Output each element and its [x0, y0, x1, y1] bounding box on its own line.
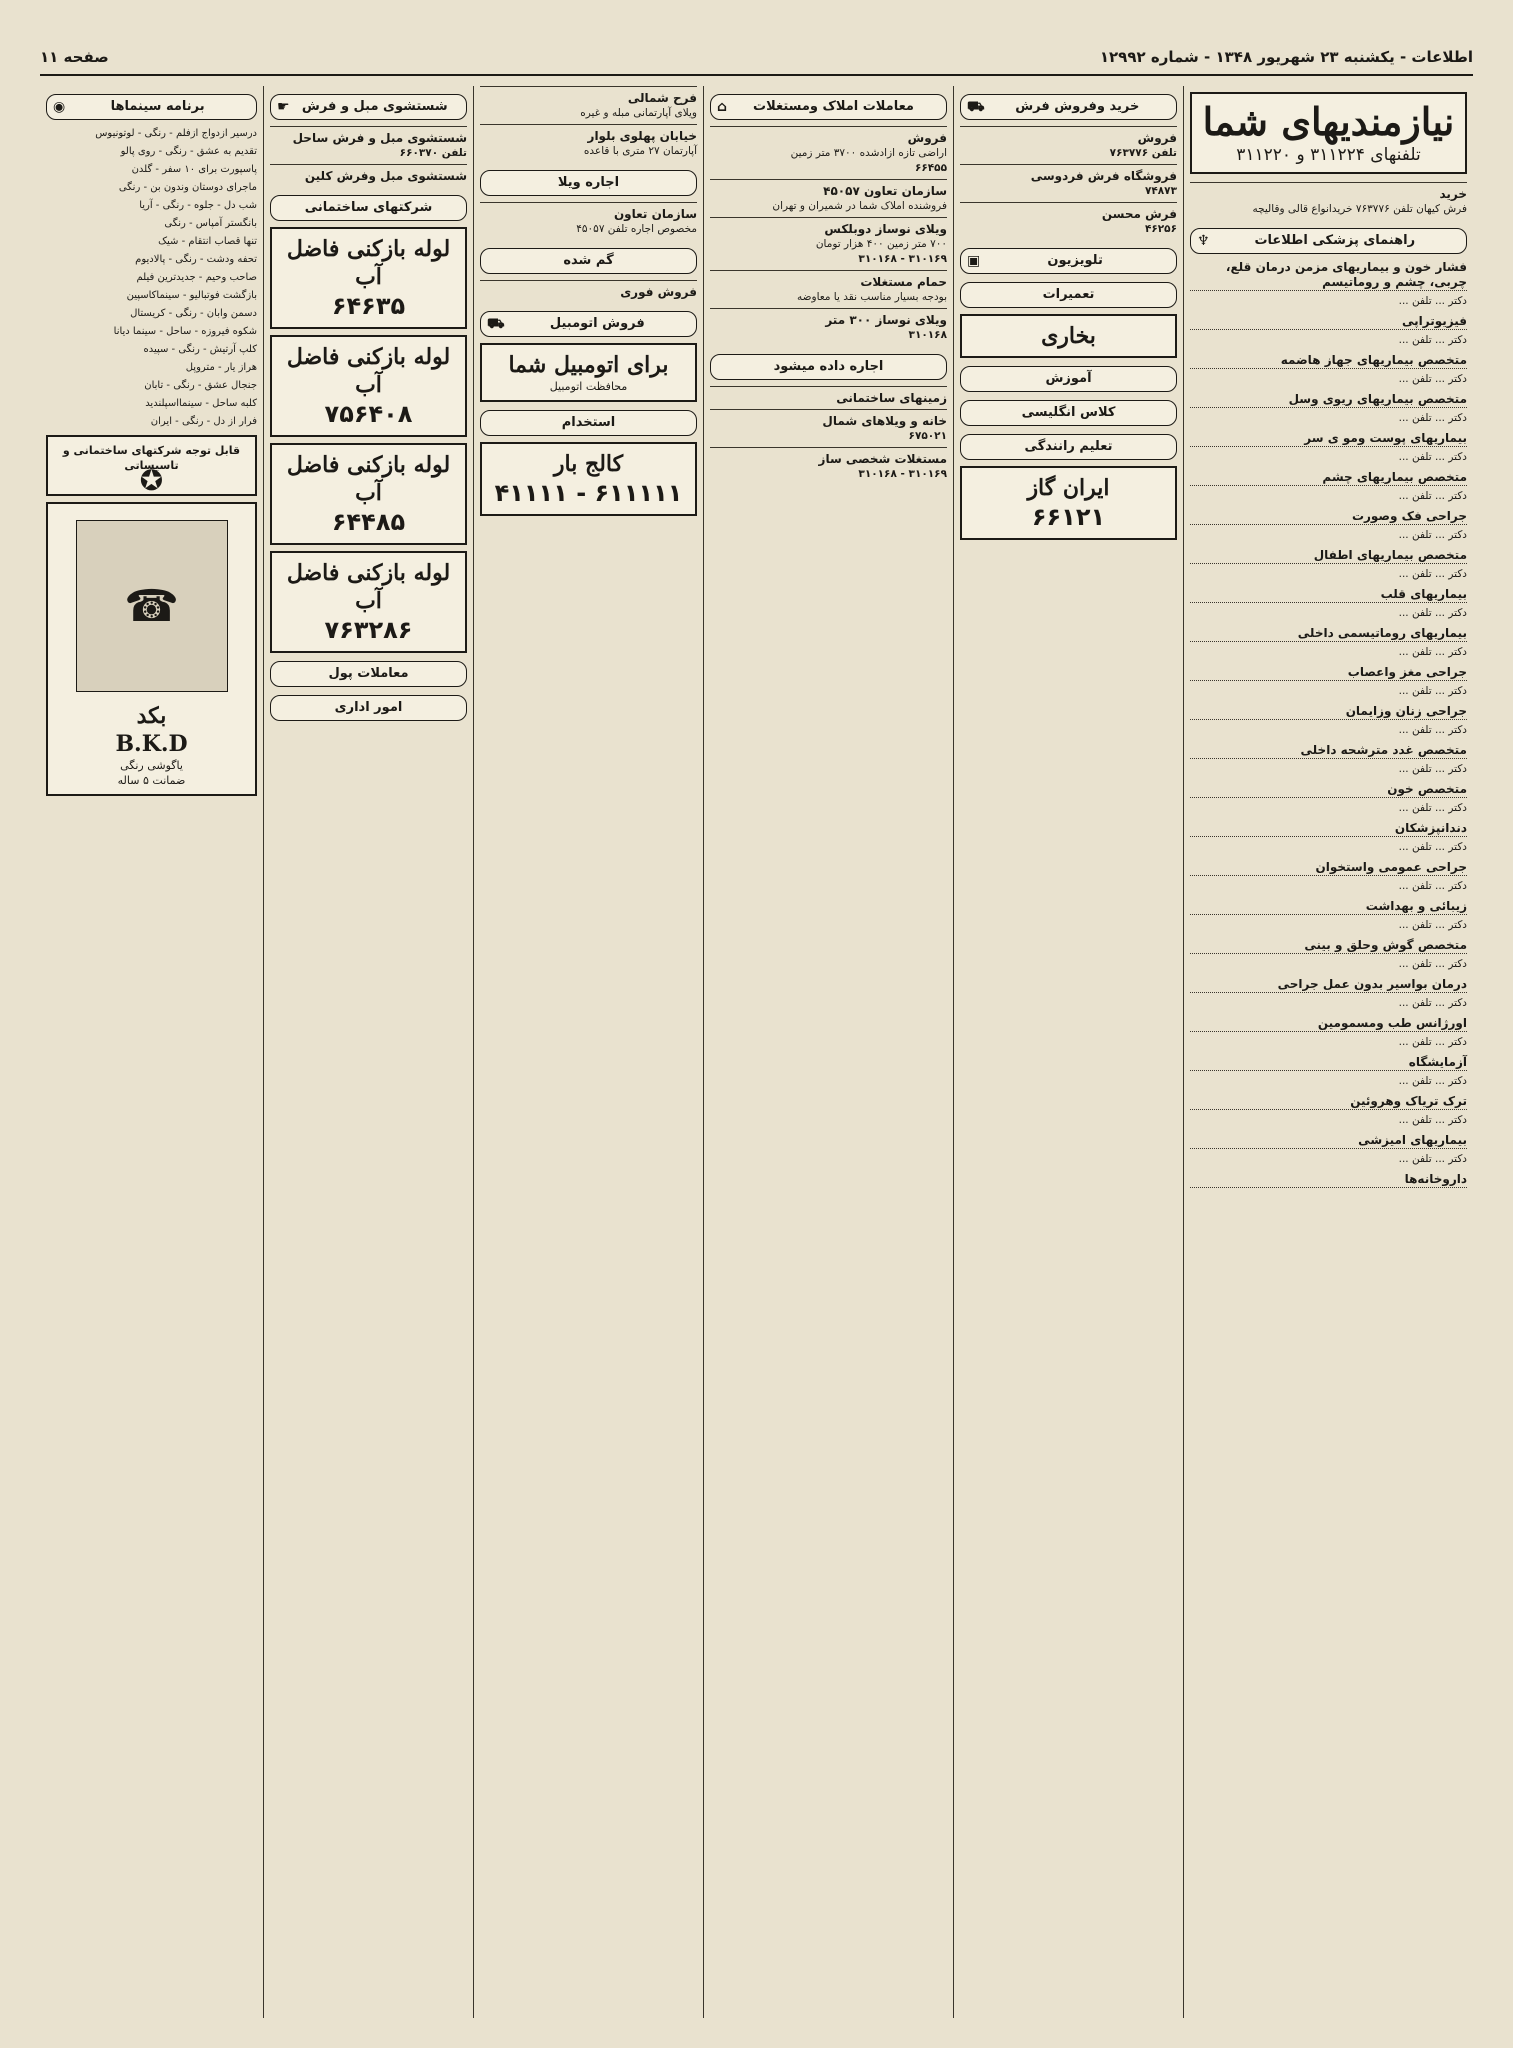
ad-carpet-1: فروش تلفن ۷۶۳۷۷۶	[960, 126, 1177, 164]
list-item: متخصص بیماریهای جهاز هاضمه	[1190, 353, 1467, 369]
cinema-entry: تحفه ودشت - رنگی - پالادیوم	[135, 254, 257, 265]
column-villas-autos	[473, 86, 703, 2018]
section-repairs: تعمیرات	[960, 282, 1177, 308]
column-carpet-tv	[953, 86, 1183, 2018]
cinema-entry: تنها قصاب انتقام - شیک	[158, 236, 257, 247]
projector-icon: ◉	[53, 99, 66, 115]
column-medical	[1183, 86, 1473, 2018]
ad-realestate-8: مستغلات شخصی ساز ۳۱۰۱۶۸ - ۳۱۰۱۶۹	[710, 447, 947, 485]
boxad-heater: بخاری	[960, 314, 1177, 358]
column-cinema	[40, 86, 263, 2018]
ad-realestate-4: حمام مستغلات بودجه بسیار مناسب نقد یا معاوضه	[710, 270, 947, 308]
ad-realestate-1: فروش اراضی تازه ازادشده ۳۷۰۰ متر زمین ۶۶۴۵۵	[710, 126, 947, 179]
section-realestate: ⌂ معاملات املاک ومستغلات	[710, 94, 947, 120]
page-number: صفحه ۱۱	[40, 48, 109, 66]
section-auto: ⛟ فروش اتومبیل	[480, 311, 697, 337]
boxad-plumbing-3: لوله بازکنی فاضل آب ۶۴۴۸۵	[270, 443, 467, 545]
list-item: فشار خون و بیماریهای مزمن درمان قلع، چربی، چشم و روماتیسم	[1190, 260, 1467, 291]
list-item: آزمایشگاه	[1190, 1055, 1467, 1071]
cinema-entry: درسیر ازدواج ازفلم - رنگی - لوتونیوس	[95, 128, 257, 139]
boxad-notice: قابل توجه شرکتهای ساختمانی و تاسیساتی ✪	[46, 435, 257, 496]
page-header	[40, 40, 1473, 76]
cinema-entry: جنجال عشق - رنگی - تابان	[144, 380, 257, 391]
phone-icon: ☎	[76, 520, 228, 692]
ad-title: خرید	[1439, 187, 1467, 201]
cinema-entry: ماجرای دوستان وندون بن - رنگی	[118, 182, 257, 193]
medical-list: فشار خون و بیماریهای مزمن درمان قلع، چربی، چشم و روماتیسم دکتر ... تلفن ... فیزیوتراپی دکتر ... تلفن ... متخصص بیماریهای جهاز هاضمه دکتر ... تلفن ... متخصص بیماریهای ریوی وسل دکتر ... تلفن ... بیماریهای پوست ومو ی سر دکتر ... تلفن ... متخصص بیماریهای چشم دکتر ... تلفن ... جراحی فک وصورت دکتر ... تلفن ... متخصص بیماریهای اطفال دکتر ... تلفن ... بیماریهای قلب دکتر ... تلفن ... بیماریهای روماتیسمی داخلی دکتر ... تلفن ... جراحی مغز واعصاب دکتر ... تلفن ... جراحی زنان وزایمان دکتر ... تلفن ... متخصص غدد مترشحه داخلی دکتر ... تلفن ... متخصص خون دکتر ... تلفن ... دندانپزشکان دکتر ... تلفن ... جراحی عمومی واستخوان دکتر ... تلفن ... زیبائی و بهداشت دکتر ... تلفن ... متخصص گوش وحلق و بینی دکتر ... تلفن ... درمان بواسیر بدون عمل جراحی دکتر ... تلفن ... اورژانس طب ومسمومین دکتر ... تلفن ... آزمایشگاه دکتر ... تلفن ... ترک تریاک وهروئین دکتر ... تلفن ... بیماریهای امیزشی دکتر ... تلفن ... داروخانه‌ها	[1190, 260, 1467, 1188]
ad-text: فرش کیهان تلفن ۷۶۳۷۷۶ خریدانواع قالی وقالیچه	[1252, 203, 1467, 215]
ad-urgent-sale: فروش فوری	[480, 280, 697, 303]
list-item: دندانپزشکان	[1190, 821, 1467, 837]
section-office: امور اداری	[270, 695, 467, 721]
cinema-entry: بانگستر آمپاس - رنگی	[164, 218, 257, 229]
ad-realestate-3: ویلای نوساز دوبلکس ۷۰۰ متر زمین ۴۰۰ هزار تومان ۳۱۰۱۶۸ - ۳۱۰۱۶۹	[710, 217, 947, 270]
boxad-college: کالج بار ۶۱۱۱۱۱ - ۴۱۱۱۱	[480, 442, 697, 516]
cinema-entry: صاحب وحیم - جدیدترین فیلم	[136, 272, 257, 283]
cinema-entry: شکوه فیروزه - ساحل - سینما دیانا	[113, 326, 257, 337]
column-services	[263, 86, 473, 2018]
cinema-entry: دسمن وابان - رنگی - کریستال	[130, 308, 257, 319]
section-rentals: اجاره ویلا	[480, 170, 697, 196]
ad-carpet-3: فرش محسن ۴۶۲۵۶	[960, 202, 1177, 240]
section-carpet: ⛟ خرید وفروش فرش	[960, 94, 1177, 120]
list-item: متخصص بیماریهای ریوی وسل	[1190, 392, 1467, 408]
list-item: بیماریهای پوست ومو ی سر	[1190, 431, 1467, 447]
boxad-irangas: ایران گاز ۶۶۱۲۱	[960, 466, 1177, 540]
section-english: کلاس انگلیسی	[960, 400, 1177, 426]
emblem-icon: ✪	[139, 464, 164, 497]
ad-carpet-2: فروشگاه فرش فردوسی ۷۴۸۷۳	[960, 164, 1177, 202]
list-item: بیماریهای قلب	[1190, 587, 1467, 603]
car-icon: ⛟	[487, 316, 505, 332]
list-item: فیزیوتراپی	[1190, 314, 1467, 330]
list-item: جراحی مغز واعصاب	[1190, 665, 1467, 681]
cinema-entry: کلپ آرتیش - رنگی - سپیده	[143, 344, 257, 355]
section-medical-guide: ♆ راهنمای پزشکی اطلاعات	[1190, 228, 1467, 254]
list-item: درمان بواسیر بدون عمل جراحی	[1190, 977, 1467, 993]
boxad-plumbing-2: لوله بازکنی فاضل آب ۷۵۶۴۰۸	[270, 335, 467, 437]
ad-realestate-5: ویلای نوساز ۳۰۰ متر ۳۱۰۱۶۸	[710, 308, 947, 346]
hand-icon: ☛	[277, 99, 290, 115]
cinema-entry: بازگشت فوتبالیو - سینماکاسپین	[126, 290, 257, 301]
banner-title: نیازمندیهای شما	[1202, 99, 1455, 144]
ad-wash-1: شستشوی مبل و فرش ساحل تلفن ۶۶۰۳۷۰	[270, 126, 467, 164]
ad-buy	[1190, 182, 1467, 220]
cinema-entry: پاسپورت برای ۱۰ سفر - گلدن	[131, 164, 257, 175]
car-icon: ⛟	[967, 99, 985, 115]
section-hire: استخدام	[480, 410, 697, 436]
list-item: جراحی زنان وزایمان	[1190, 704, 1467, 720]
section-tv: ▣ تلویزیون	[960, 248, 1177, 274]
boxad-auto-protection: برای اتومبیل شما محافظت اتومبیل	[480, 343, 697, 402]
ad-realestate-7: خانه و ویلاهای شمال ۶۷۵۰۲۱	[710, 409, 947, 447]
cinema-entry: هراز یار - متروپل	[185, 362, 257, 373]
cinema-entry: فرار از دل - رنگی - ایران	[150, 416, 257, 427]
list-item: متخصص غدد مترشحه داخلی	[1190, 743, 1467, 759]
ad-wash-2: شستشوی مبل وفرش کلین	[270, 164, 467, 187]
cinema-entry: تقدیم به عشق - رنگی - روی پالو	[120, 146, 257, 157]
boxad-bkd: ☎ بکد B.K.D یاگوشی رنگی ضمانت ۵ ساله	[46, 502, 257, 796]
list-item: ترک تریاک وهروئین	[1190, 1094, 1467, 1110]
trophy-icon: ♆	[1197, 233, 1210, 249]
list-item: بیماریهای روماتیسمی داخلی	[1190, 626, 1467, 642]
section-lost: گم شده	[480, 248, 697, 274]
classifieds-banner	[1190, 92, 1467, 174]
cinema-entry: کلبه ساحل - سینمااسپلندید	[145, 398, 257, 409]
list-item: متخصص بیماریهای اطفال	[1190, 548, 1467, 564]
ad-coop: سازمان تعاون مخصوص اجاره تلفن ۴۵۰۵۷	[480, 202, 697, 240]
section-companies: شرکتهای ساختمانی	[270, 195, 467, 221]
list-item: متخصص خون	[1190, 782, 1467, 798]
column-realestate	[703, 86, 953, 2018]
ad-villa-2: خیابان پهلوی بلوار آپارتمان ۲۷ متری با قاعده	[480, 124, 697, 162]
list-item: جراحی عمومی واستخوان	[1190, 860, 1467, 876]
boxad-plumbing-4: لوله بازکنی فاضل آب ۷۶۳۲۸۶	[270, 551, 467, 653]
tv-icon: ▣	[967, 253, 981, 269]
list-item: زیبائی و بهداشت	[1190, 899, 1467, 915]
section-carpetwash: ☛ شستشوی مبل و فرش	[270, 94, 467, 120]
list-item: جراحی فک وصورت	[1190, 509, 1467, 525]
ad-realestate-6: زمینهای ساختمانی	[710, 386, 947, 409]
ad-villa-1: فرح شمالی ویلای آپارتمانی مبله و غیره	[480, 86, 697, 124]
section-cinema: ◉ برنامه سینماها	[46, 94, 257, 120]
list-item: متخصص گوش وحلق و بینی	[1190, 938, 1467, 954]
cinema-entry: شب دل - جلوه - رنگی - آریا	[139, 200, 257, 211]
page-issue-line: اطلاعات - یکشنبه ۲۳ شهریور ۱۳۴۸ - شماره ۱۲۹۹۲	[1099, 48, 1473, 66]
ad-realestate-2: سازمان تعاون ۴۵۰۵۷ فروشنده املاک شما در شمیران و تهران	[710, 179, 947, 217]
section-driving: تعلیم رانندگی	[960, 434, 1177, 460]
banner-phones: تلفنهای ۳۱۱۲۲۴ و ۳۱۱۲۲۰	[1236, 145, 1421, 165]
section-rent: اجاره داده میشود	[710, 354, 947, 380]
section-education: آموزش	[960, 366, 1177, 392]
list-item: داروخانه‌ها	[1190, 1172, 1467, 1188]
house-icon: ⌂	[717, 99, 728, 115]
list-item: بیماریهای امیزشی	[1190, 1133, 1467, 1149]
list-item: اورژانس طب ومسمومین	[1190, 1016, 1467, 1032]
section-finance: معاملات پول	[270, 661, 467, 687]
list-item: متخصص بیماریهای چشم	[1190, 470, 1467, 486]
boxad-plumbing-1: لوله بازکنی فاضل آب ۶۴۶۳۵	[270, 227, 467, 329]
